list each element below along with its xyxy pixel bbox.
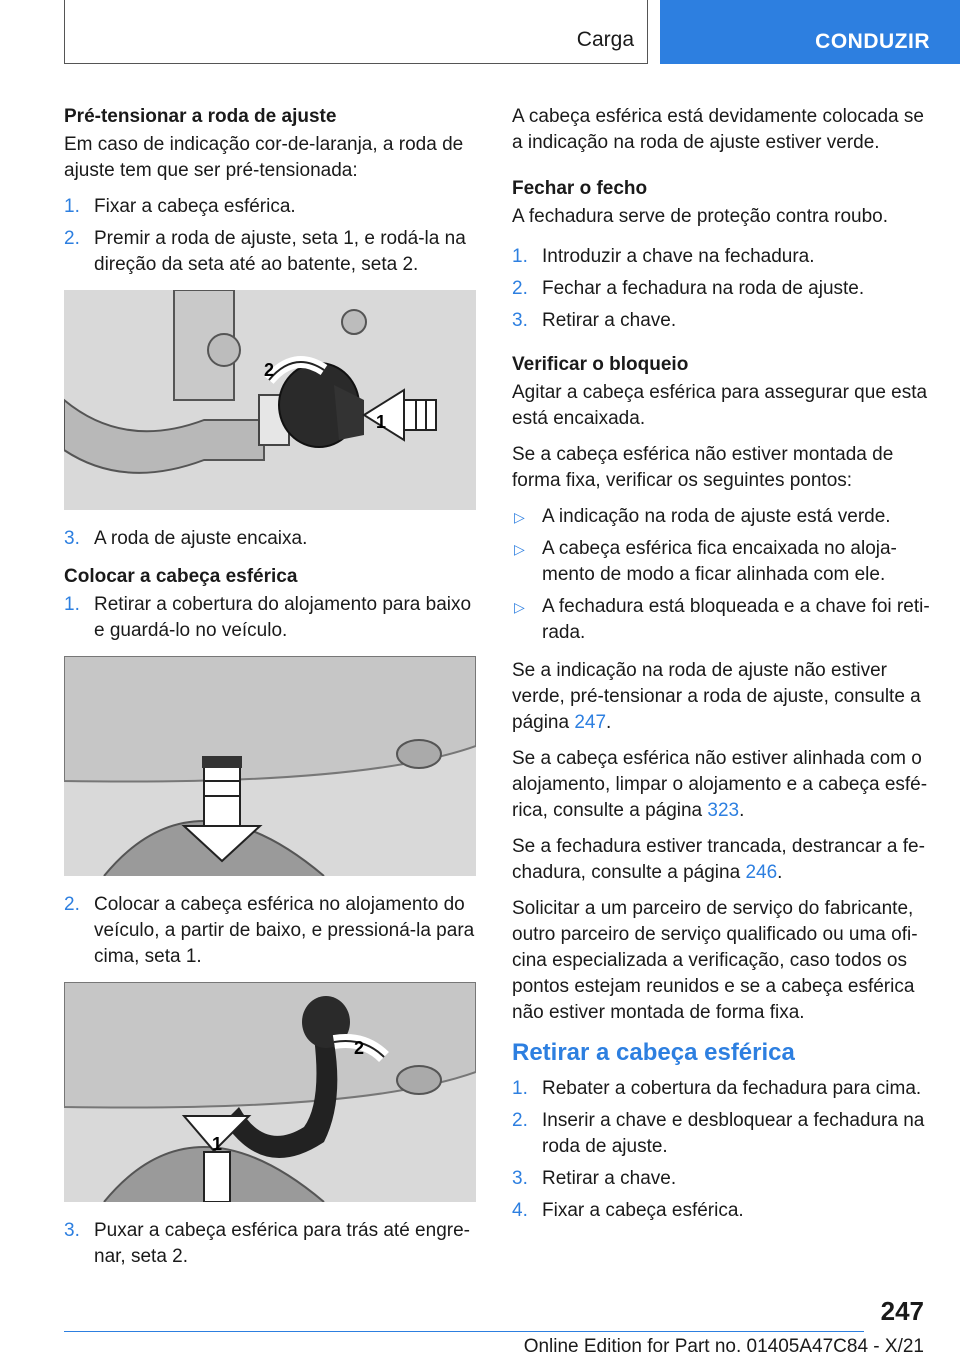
bullet-text: A indicação na roda de ajuste está verde. bbox=[542, 506, 891, 527]
step-number: 2. bbox=[512, 278, 528, 299]
list-item bbox=[512, 1198, 932, 1224]
para-text: . bbox=[777, 862, 783, 883]
para-not-green bbox=[512, 658, 932, 736]
step-text: Fixar a cabeça esférica. bbox=[94, 196, 296, 217]
step-text: Retirar a chave. bbox=[542, 310, 677, 331]
step-text: Premir a roda de ajuste, seta 1, e rodá-la na direção da seta até ao batente, seta 2. bbox=[94, 228, 466, 275]
pretension-steps bbox=[64, 194, 484, 278]
step-number: 1. bbox=[64, 594, 80, 615]
attach-steps-cont2 bbox=[64, 1218, 484, 1270]
para-text: Se a fechadura estiver trancada, destrancar a fe- chadura, consulte a página bbox=[512, 836, 925, 883]
step-number: 1. bbox=[512, 246, 528, 267]
step-text: Colocar a cabeça esférica no alojamento do veículo, a partir de baixo, e pressioná-la para cima, seta 1. bbox=[94, 894, 475, 967]
step-number: 3. bbox=[64, 528, 80, 549]
para-text: . bbox=[606, 712, 612, 733]
footer-divider bbox=[64, 1331, 864, 1332]
section-title-attach-ball: Colocar a cabeça esférica bbox=[64, 566, 298, 587]
bullet-text: A cabeça esférica fica encaixada no aloja- mento de modo a ficar alinhada com ele. bbox=[542, 538, 897, 585]
para-text: Se a indicação na roda de ajuste não estiver verde, pré-tensionar a roda de ajuste, consulte a página bbox=[512, 660, 921, 733]
section-title-lock: Fechar o fecho bbox=[512, 178, 648, 199]
step-number: 3. bbox=[512, 1168, 528, 1189]
figure-label: 2 bbox=[354, 1038, 365, 1058]
list-item bbox=[64, 1218, 484, 1270]
step-text: Inserir a chave e desbloquear a fechadura na roda de ajuste. bbox=[542, 1110, 925, 1157]
figure-label: 2 bbox=[264, 360, 275, 380]
right-column bbox=[512, 104, 932, 1236]
para-text: . bbox=[739, 800, 745, 821]
page-link-323[interactable]: 323 bbox=[707, 800, 740, 821]
page-link-247[interactable]: 247 bbox=[574, 712, 607, 733]
step-number: 3. bbox=[64, 1220, 80, 1241]
header-chapter-tab[interactable] bbox=[660, 0, 960, 64]
attach-steps bbox=[64, 592, 484, 644]
step-text: A roda de ajuste encaixa. bbox=[94, 528, 308, 549]
bullet-text: A fechadura está bloqueada e a chave foi reti- rada. bbox=[542, 596, 930, 643]
step-text: Retirar a chave. bbox=[542, 1168, 677, 1189]
triangle-bullet-icon: ▷ bbox=[514, 509, 525, 525]
list-item bbox=[512, 1166, 932, 1192]
step-number: 4. bbox=[512, 1200, 528, 1221]
triangle-bullet-icon: ▷ bbox=[514, 541, 525, 557]
check-p1: Agitar a cabeça esférica para assegurar que esta está encaixada. bbox=[512, 382, 928, 429]
correctly-fitted-text: A cabeça esférica está devidamente colocada se a indicação na roda de ajuste estiver verde. bbox=[512, 106, 924, 153]
remove-steps bbox=[512, 1076, 932, 1224]
check-p2: Se a cabeça esférica não estiver montada de forma fixa, verificar os seguintes pontos: bbox=[512, 444, 894, 491]
triangle-bullet-icon: ▷ bbox=[514, 599, 525, 615]
section-title-pretension: Pré‑tensionar a roda de ajuste bbox=[64, 106, 337, 127]
figure-cover-removal bbox=[64, 656, 476, 876]
para-not-aligned bbox=[512, 746, 932, 824]
list-item bbox=[512, 244, 932, 270]
pretension-steps-cont bbox=[64, 526, 484, 552]
page-link-246[interactable]: 246 bbox=[745, 862, 778, 883]
footer-edition: Online Edition for Part no. 01405A47C84 - X/21 bbox=[523, 1336, 924, 1357]
list-item bbox=[512, 1076, 932, 1102]
step-text: Rebater a cobertura da fechadura para cima. bbox=[542, 1078, 922, 1099]
section-title-remove-ball: Retirar a cabeça esférica bbox=[512, 1039, 795, 1066]
step-number: 2. bbox=[512, 1110, 528, 1131]
list-item bbox=[512, 276, 932, 302]
step-text: Puxar a cabeça esférica para trás até engre- nar, seta 2. bbox=[94, 1220, 470, 1267]
header-box bbox=[64, 0, 648, 64]
figure-insert-ball bbox=[64, 982, 476, 1202]
page-number: 247 bbox=[880, 1296, 924, 1326]
list-item bbox=[64, 892, 484, 970]
list-item bbox=[512, 504, 932, 530]
para-text: Se a cabeça esférica não estiver alinhada com o alojamento, limpar o alojamento e a cabeça esfé- rica, consulte a página bbox=[512, 748, 928, 821]
section-title-check-lock: Verificar o bloqueio bbox=[512, 354, 689, 375]
list-item bbox=[64, 194, 484, 220]
pretension-intro: Em caso de indicação cor-de-laranja, a roda de ajuste tem que ser pré-tensionada: bbox=[64, 134, 464, 181]
list-item bbox=[512, 594, 932, 646]
list-item bbox=[512, 308, 932, 334]
chapter-label: CONDUZIR bbox=[815, 30, 930, 53]
figure-label: 1 bbox=[376, 412, 387, 432]
lock-steps bbox=[512, 244, 932, 334]
step-text: Retirar a cobertura do alojamento para baixo e guardá-lo no veículo. bbox=[94, 594, 472, 641]
step-number: 2. bbox=[64, 894, 80, 915]
lock-intro: A fechadura serve de proteção contra roubo. bbox=[512, 206, 889, 227]
left-column bbox=[64, 104, 484, 1282]
step-number: 2. bbox=[64, 228, 80, 249]
step-text: Fixar a cabeça esférica. bbox=[542, 1200, 744, 1221]
step-text: Fechar a fechadura na roda de ajuste. bbox=[542, 278, 865, 299]
list-item bbox=[512, 536, 932, 588]
check-bullets bbox=[512, 504, 932, 646]
list-item bbox=[64, 526, 484, 552]
figure-adjusting-wheel bbox=[64, 290, 476, 510]
para-locked bbox=[512, 834, 932, 886]
step-text: Introduzir a chave na fechadura. bbox=[542, 246, 815, 267]
figure-label: 1 bbox=[212, 1134, 223, 1154]
para-service: Solicitar a um parceiro de serviço do fabricante, outro parceiro de serviço qualificado ou uma ofi- cina especializada a verificação, caso todos os pontos estejam reunidos e se a cabeça esférica não estiver montada de forma fixa. bbox=[512, 898, 918, 1023]
attach-steps-cont bbox=[64, 892, 484, 970]
list-item bbox=[512, 1108, 932, 1160]
list-item bbox=[64, 226, 484, 278]
header-section-title: Carga bbox=[576, 28, 634, 51]
step-number: 3. bbox=[512, 310, 528, 331]
step-number: 1. bbox=[64, 196, 80, 217]
list-item bbox=[64, 592, 484, 644]
step-number: 1. bbox=[512, 1078, 528, 1099]
